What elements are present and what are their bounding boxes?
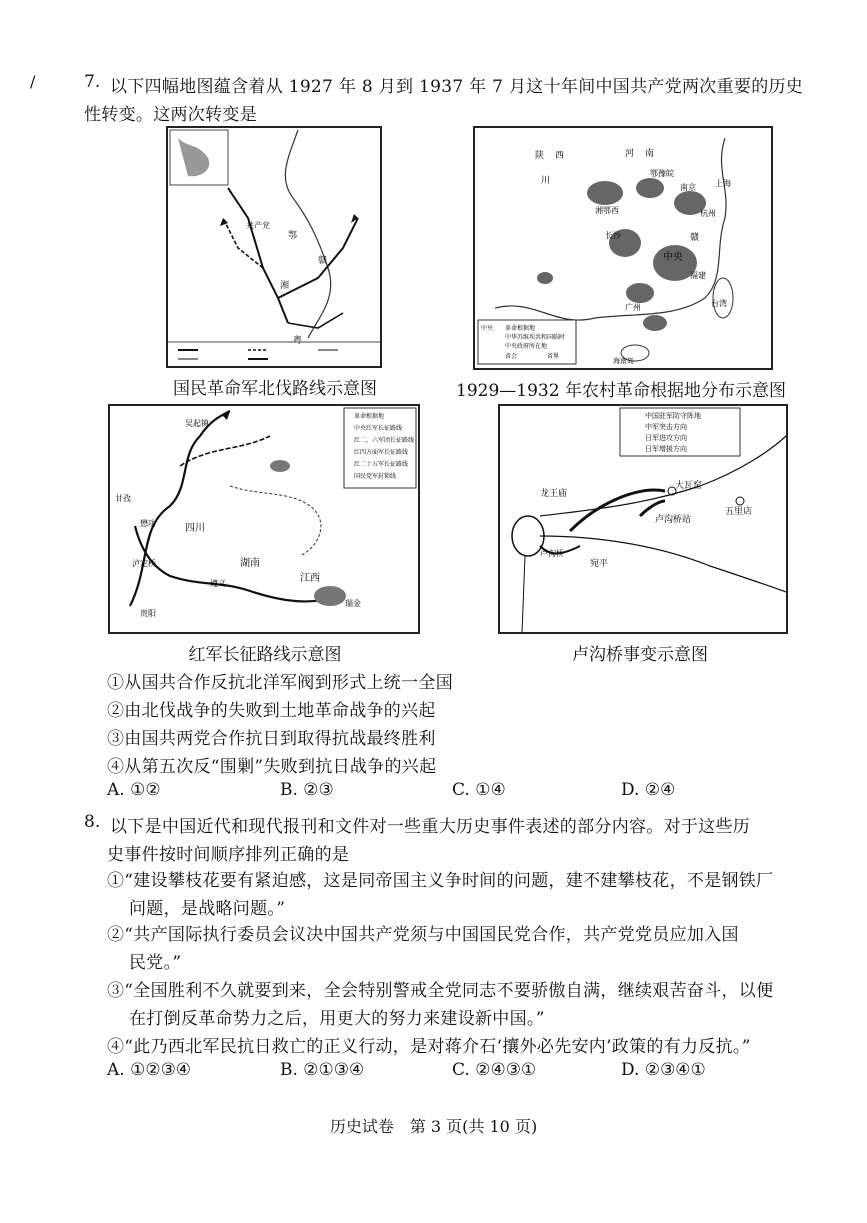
- map2-legend-2: 中华苏维埃共和国临时: [505, 334, 566, 341]
- map4-legend-1: 中军突击方向: [645, 423, 687, 431]
- q8-number: 8.: [84, 812, 101, 832]
- map3-legend-1: 中央红军长征路线: [354, 425, 403, 432]
- map3-label-3: 泸定桥: [132, 559, 156, 568]
- map4-label-0: 龙王庙: [540, 489, 568, 499]
- northern-expedition-figure: [168, 128, 380, 366]
- map4-label-1: 大瓦窑: [675, 481, 703, 491]
- map2-legend-5: 省界: [547, 353, 560, 360]
- map3-legend-5: 国民党军封锁线: [354, 473, 397, 480]
- map3-label-9: 江西: [300, 573, 320, 584]
- map3-label-0: 吴起镇: [185, 419, 209, 428]
- map3-legend-0: 革命根据地: [354, 413, 385, 420]
- map1-label-3: 鄂: [288, 231, 298, 241]
- map-northern-expedition: [166, 126, 382, 368]
- q7-option-b[interactable]: B. ②③: [280, 780, 334, 800]
- q7-statement-2: ②由北伐战争的失败到土地革命战争的兴起: [107, 701, 436, 721]
- map4-label-2: 五里店: [725, 507, 753, 517]
- map2-label-16: 福建: [690, 271, 706, 280]
- q8-item-3-line1: ③“全国胜利不久就要到来，全会特别警戒全党同志不要骄傲自满，继续艰苦奋斗，以便: [107, 981, 774, 1001]
- map3-legend-3: 红四方面军长征路线: [354, 449, 409, 456]
- q7-option-d[interactable]: D. ②④: [621, 780, 676, 800]
- q7-stem-line1: 以下四幅地图蕴含着从 1927 年 8 月到 1937 年 7 月这十年间中国共产党两次重要的历史: [110, 77, 804, 97]
- q7-option-a[interactable]: A. ①②: [107, 780, 161, 800]
- margin-mark: /: [30, 72, 36, 91]
- map3-label-4: 遵义: [210, 579, 226, 588]
- map4-legend-0: 中国驻军防守阵地: [645, 412, 701, 420]
- map-long-march: [108, 404, 420, 634]
- map2-label-4: 川: [541, 176, 551, 186]
- q8-item-1-line1: ①“建设攀枝花要有紧迫感，这是同帝国主义争时间的问题，建不建攀枝花，不是钢铁厂: [107, 871, 774, 891]
- q8-item-4-line1: ④“此乃西北军民抗日救亡的正义行动，是对蒋介石‘攘外必先安内’政策的有力反抗。”: [107, 1037, 751, 1057]
- map3-label-5: 瑞金: [345, 599, 361, 608]
- map2-label-7: 南京: [680, 183, 696, 192]
- map3-caption: 红军长征路线示意图: [188, 645, 342, 665]
- q8-item-3-line2: 在打倒反革命势力之后，用更大的努力来建设新中国。”: [129, 1009, 545, 1029]
- map1-label-0: 共产党: [246, 221, 270, 230]
- map3-label-1: 甘孜: [115, 494, 131, 503]
- q8-item-2-line1: ②“共产国际执行委员会议决中国共产党须与中国国民党合作，共产党党员应加入国: [107, 925, 739, 945]
- q7-statement-1: ①从国共合作反抗北洋军阀到形式上统一全国: [107, 673, 453, 693]
- map2-legend-4: 省会: [505, 353, 518, 360]
- map4-label-3: 卢沟桥站: [655, 515, 692, 525]
- map1-label-2: 赣: [318, 256, 328, 266]
- map-lugou-bridge: [498, 404, 788, 634]
- map1-label-1: 湘: [280, 281, 290, 291]
- map-revolutionary-bases: [473, 126, 773, 370]
- map2-label-0: 陕: [535, 151, 545, 161]
- map2-label-1: 西: [555, 151, 565, 161]
- map1-label-4: 粤: [293, 336, 303, 346]
- map2-label-14: 台湾: [711, 299, 727, 308]
- map2-label-10: 长沙: [605, 231, 621, 240]
- page-footer: 历史试卷 第 3 页(共 10 页): [329, 1117, 538, 1136]
- map3-label-6: 贵阳: [140, 609, 156, 618]
- map3-label-7: 四川: [185, 523, 205, 534]
- revolutionary-bases-figure: [475, 128, 771, 368]
- q8-option-c[interactable]: C. ②④③①: [452, 1060, 537, 1080]
- map3-legend-2: 红二、六军团长征路线: [354, 437, 415, 444]
- q8-stem-line1: 以下是中国近代和现代报刊和文件对一些重大历史事件表述的部分内容。对于这些历: [110, 817, 751, 837]
- map4-legend-2: 日军进攻方向: [645, 434, 687, 442]
- map2-label-5: 湘鄂西: [595, 206, 619, 215]
- map4-label-5: 卢沟桥: [540, 549, 564, 558]
- map2-label-12: 中央: [663, 252, 683, 263]
- map2-label-2: 河: [625, 149, 635, 159]
- q8-option-b[interactable]: B. ②①③④: [280, 1060, 365, 1080]
- map2-legend-0: 中央: [481, 325, 494, 332]
- q7-stem-line2: 性转变。这两次转变是: [84, 105, 257, 125]
- q7-statement-3: ③由国共两党合作抗日到取得抗战最终胜利: [107, 729, 436, 749]
- q8-stem-line2: 史事件按时间顺序排列正确的是: [107, 845, 350, 865]
- q8-option-d[interactable]: D. ②③④①: [621, 1060, 706, 1080]
- q8-item-2-line2: 民党。”: [129, 953, 182, 973]
- map2-label-9: 杭州: [700, 209, 716, 218]
- map2-label-3: 南: [645, 149, 655, 159]
- q7-statement-4: ④从第五次反“围剿”失败到抗日战争的兴起: [107, 757, 437, 777]
- q8-option-a[interactable]: A. ①②③④: [107, 1060, 192, 1080]
- map3-label-2: 懋功: [140, 519, 156, 528]
- long-march-figure: [110, 406, 418, 632]
- map2-legend-1: 革命根据地: [505, 325, 536, 332]
- q7-number: 7.: [84, 72, 101, 92]
- map2-caption: 1929—1932 年农村革命根据地分布示意图: [456, 381, 786, 401]
- map2-label-6: 鄂豫皖: [650, 169, 674, 178]
- map2-legend-3: 中央政府所在地: [505, 343, 548, 350]
- q8-item-1-line2: 问题，是战略问题。”: [129, 899, 286, 919]
- map2-label-13: 广州: [625, 303, 641, 312]
- map2-label-11: 赣: [690, 233, 700, 243]
- q7-option-c[interactable]: C. ①④: [452, 780, 506, 800]
- map4-legend-3: 日军增援方向: [645, 445, 687, 453]
- map2-label-15: 海南岛: [613, 357, 634, 365]
- lugou-bridge-figure: [500, 406, 786, 632]
- map1-caption: 国民革命军北伐路线示意图: [173, 379, 377, 399]
- map4-label-4: 宛平: [590, 559, 609, 569]
- map3-label-8: 湖南: [240, 558, 260, 569]
- map3-legend-4: 红二十五军长征路线: [354, 461, 409, 468]
- map2-label-8: 上海: [715, 179, 731, 188]
- map4-caption: 卢沟桥事变示意图: [572, 645, 708, 665]
